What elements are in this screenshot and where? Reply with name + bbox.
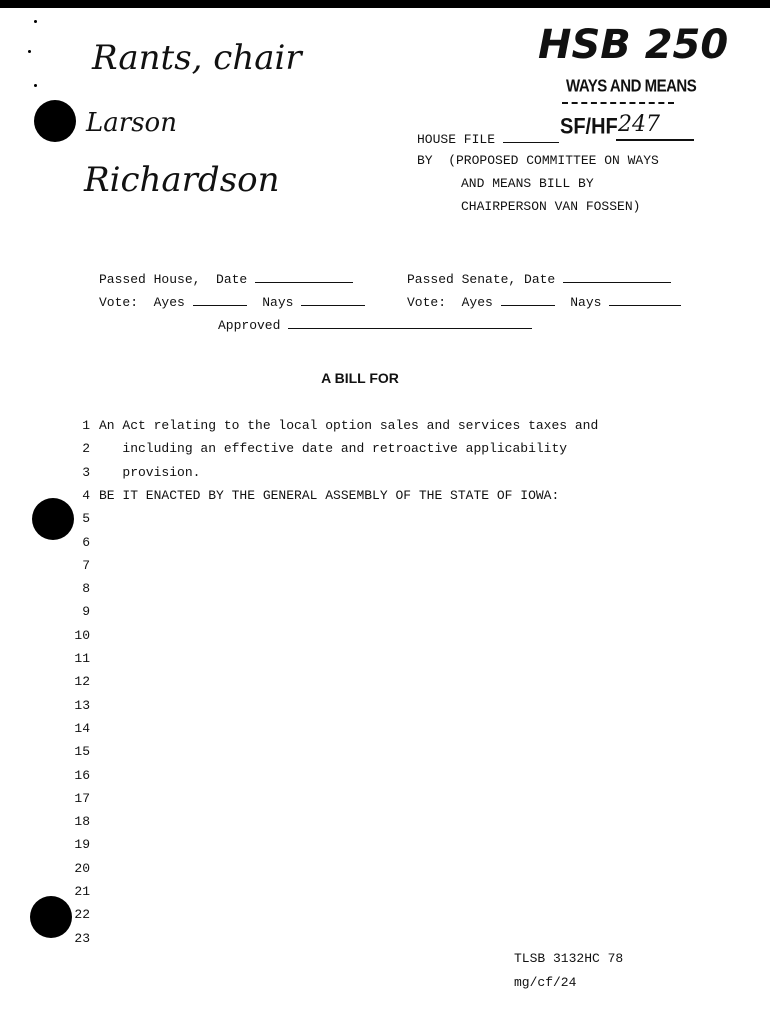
speck — [28, 50, 31, 53]
stamp-file-type: SF/HF — [560, 114, 618, 140]
bill-text-line: provision. — [99, 464, 201, 480]
line-number: 16 — [74, 767, 90, 783]
house-nays-blank — [301, 293, 365, 306]
line-number: 20 — [74, 860, 90, 876]
line-number: 12 — [74, 674, 90, 690]
line-number: 9 — [82, 604, 90, 620]
line-number: 15 — [74, 744, 90, 760]
vote-senate-label: Vote: Ayes — [407, 295, 493, 310]
approved-label: Approved — [218, 318, 281, 333]
line-number: 14 — [74, 720, 90, 736]
line-number: 17 — [74, 790, 90, 806]
handwritten-member-larson: Larson — [86, 108, 177, 138]
handwritten-bill-id: HSB 250 — [538, 22, 729, 68]
handwritten-file-number: 247 — [618, 112, 660, 137]
line-number: 8 — [82, 581, 90, 597]
senate-nays-label: Nays — [570, 295, 602, 310]
handwritten-member-richardson: Richardson — [84, 160, 280, 200]
passed-house-line — [99, 270, 353, 287]
line-number: 22 — [74, 907, 90, 923]
house-file-line — [417, 130, 559, 147]
bill-text-line: including an effective date and retroactive applicability — [99, 441, 568, 457]
by-line-3: CHAIRPERSON VAN FOSSEN) — [461, 199, 641, 214]
footer-code: TLSB 3132HC 78 — [514, 951, 624, 966]
passed-house-date-blank — [255, 270, 353, 283]
stamp-divider — [562, 102, 674, 104]
punch-hole-top — [34, 100, 76, 142]
senate-ayes-blank — [501, 293, 555, 306]
line-number: 5 — [82, 511, 90, 527]
line-number: 6 — [82, 534, 90, 550]
stamp-underline — [616, 139, 694, 141]
bill-title: A BILL FOR — [321, 370, 399, 386]
bill-page — [0, 8, 770, 1024]
house-nays-label: Nays — [262, 295, 294, 310]
speck — [34, 20, 37, 23]
bill-text-line: An Act relating to the local option sales and services taxes and — [99, 418, 599, 433]
line-number: 21 — [74, 884, 90, 899]
line-number: 3 — [82, 464, 90, 480]
line-number: 11 — [74, 651, 90, 666]
stamp-committee: WAYS AND MEANS — [566, 76, 697, 97]
line-number: 10 — [74, 627, 90, 643]
vote-senate-line — [407, 293, 681, 310]
vote-house-label: Vote: Ayes — [99, 295, 185, 310]
footer-initials: mg/cf/24 — [514, 975, 577, 990]
line-number: 7 — [82, 557, 90, 573]
senate-nays-blank — [609, 293, 681, 306]
by-line-2: AND MEANS BILL BY — [461, 176, 594, 191]
vote-house-line — [99, 293, 365, 310]
passed-senate-line — [407, 270, 671, 287]
line-number: 4 — [82, 487, 90, 503]
passed-senate-date-blank — [563, 270, 671, 283]
line-number: 1 — [82, 418, 90, 433]
approved-line — [218, 316, 532, 333]
line-number: 2 — [82, 441, 90, 457]
line-number: 19 — [74, 837, 90, 853]
bill-text-line: BE IT ENACTED BY THE GENERAL ASSEMBLY OF THE STATE OF IOWA: — [99, 487, 560, 503]
house-ayes-blank — [193, 293, 247, 306]
house-file-blank — [503, 130, 559, 143]
handwritten-chair: Rants, chair — [92, 38, 302, 78]
house-file-label: HOUSE FILE — [417, 132, 496, 147]
passed-house-label: Passed House, Date — [99, 272, 248, 287]
line-number: 23 — [74, 930, 90, 946]
by-line-1: BY (PROPOSED COMMITTEE ON WAYS — [417, 153, 659, 168]
line-number: 18 — [74, 814, 90, 830]
passed-senate-label: Passed Senate, Date — [407, 272, 556, 287]
speck — [34, 84, 37, 87]
line-number: 13 — [74, 697, 90, 713]
approved-blank — [288, 316, 532, 329]
